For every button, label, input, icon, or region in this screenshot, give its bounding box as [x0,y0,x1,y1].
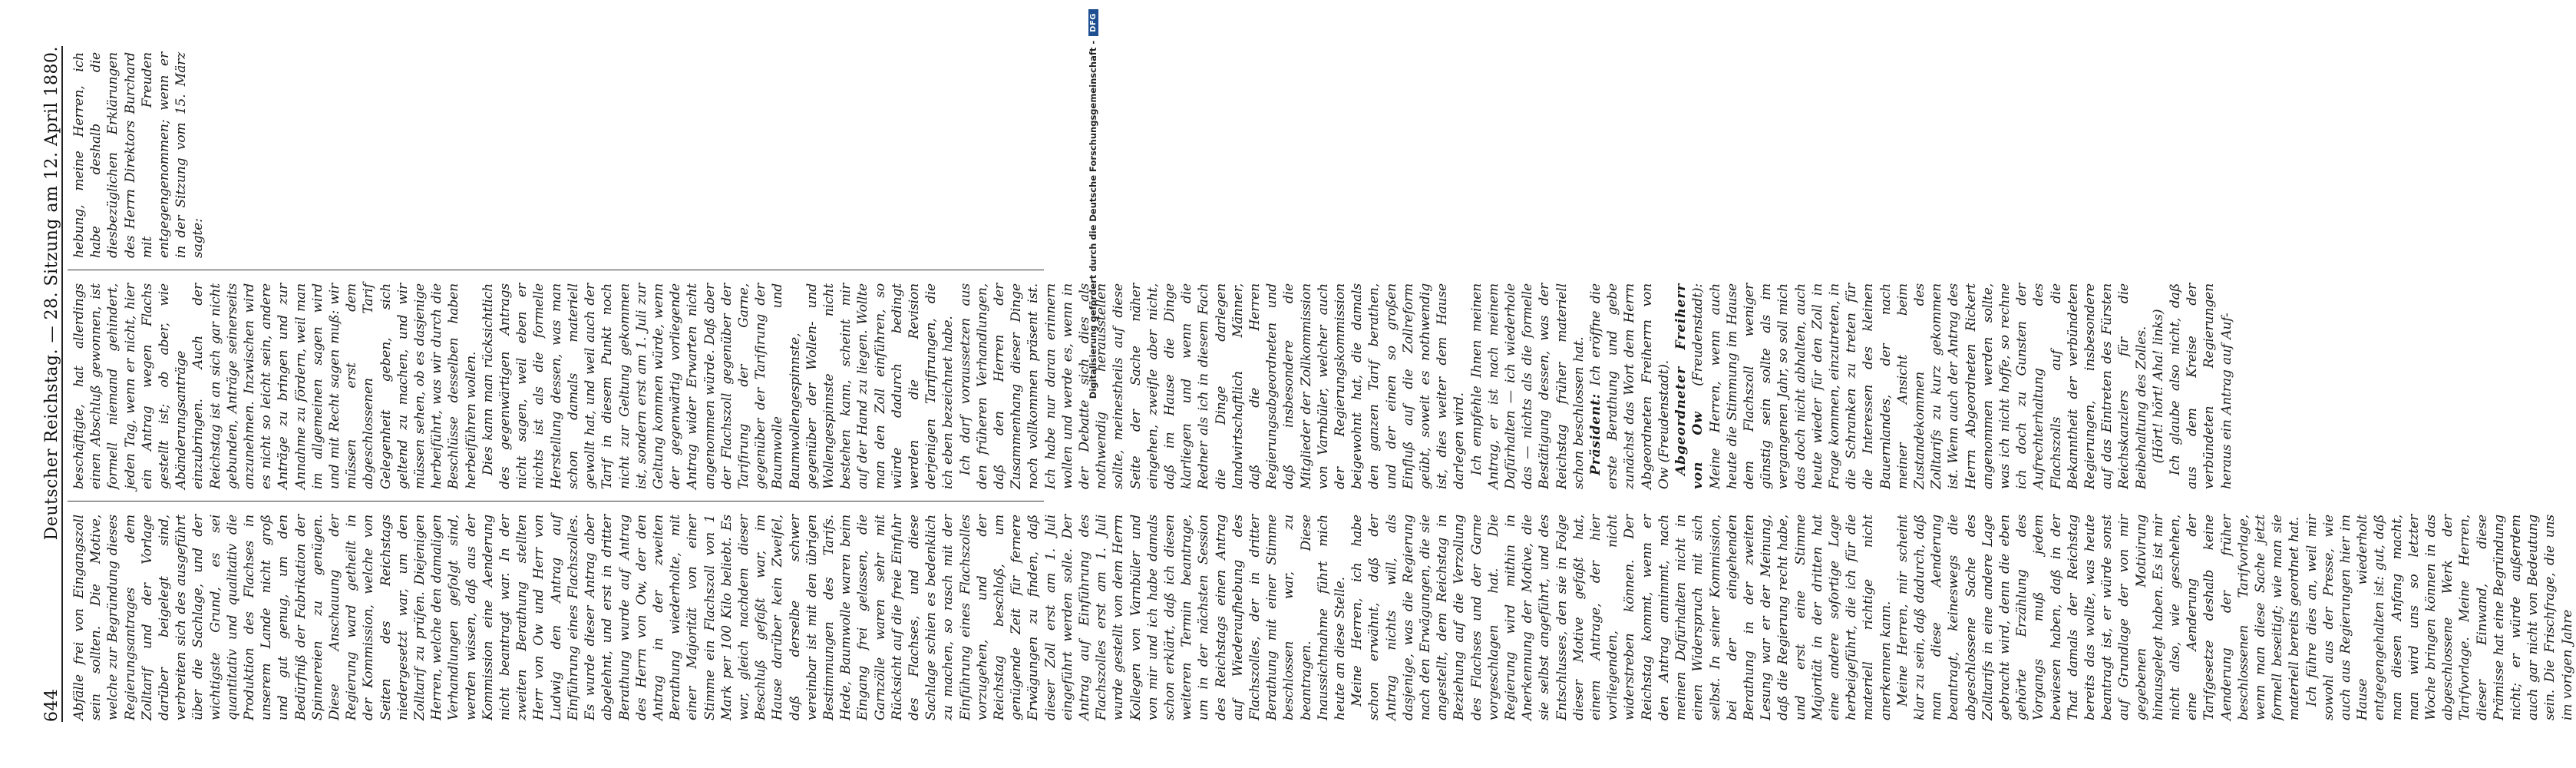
speaker-name: Abgeordneter Freiherr von Ow [1673,283,1706,489]
speaker-name: Präsident: [1588,392,1604,475]
text-column-1 [71,515,2575,720]
text-column-2 [71,283,2234,489]
paragraph: (Hört! hört! Aha! links) [2150,309,2166,464]
paragraph: Meine Herren, mir scheint klar zu sein, daß dadurch, daß man diese Aenderung beantragt, keineswegs die abgeschlossene Sache des Zolltarifs in eine andere Lage gebracht wird, denn die eben gehörte Erzählung des Vorgangs muß jedem bewiesen haben, daß in der That damals der Reichstag bereits das wollte, was heute beantragt ist, er würde sonst auf Grundlage der von mir gegebenen Motivirung hinausgelegt haben. Es ist mir nicht also, wie geschehen, eine Aenderung der Tarifgesetze deshalb keine Aenderung der früher beschlossenen Tarifvorlage, wenn man diese Sache jetzt formell beseitigt; wie man sie materiell bereits geordnet hat. [1894,515,2303,720]
credit-text: Digitalisierung gefördert durch die Deutsche Forschungsgemeinschaft - [1088,40,1098,399]
paragraph: Dies kann man rücksichtlich des gegenwärtigen Antrags nicht sagen, weil eben er nichts ist als die formelle Herstellung dessen, was man schon damals materiell gewollt hat, und weil auch der Tarif in diesem Punkt noch nicht zur Geltung gekommen ist, sondern erst am 1. Juli zur Geltung kommen würde, wenn der gegenwärtig vorliegende Antrag wider Erwarten nicht angenommen würde. Daß aber der Flachszoll gegenüber der Tarifirung der Garne, gegenüber der Tarifirung der Baumwolle und Baumwollengespinnste, gegenüber der Wollen- und Wollengespinnste nicht bestehen kann, scheint mir auf der Hand zu liegen. Wollte man den Zoll einführen, so würde dadurch bedingt werden die Revision derjenigen Tarifirungen, die ich eben bezeichnet habe. [480,283,956,489]
paragraph: Präsident: Ich eröffne die erste Berathung und gebe zunächst das Wort dem Herrn Abgeordneten Freiherrn von Ow (Freudenstadt). [1588,283,1672,489]
dfg-logo: DFG [1088,9,1098,36]
paragraph: beschäftigte, hat allerdings einen Abschluß gewonnen, ist formell niemand gehindert, jeden Tag, wenn er nicht, hier ein Antrag wegen Flachs gestellt ist; ob aber, wie Abänderungsanträge einzubringen. Auch der Reichstag ist an sich gar nicht gebunden, Anträge seinerseits anzunehmen. Inzwischen wird es nicht so leicht sein, andere Anträge zu bringen und zur Annahme zu fördern, weil man im allgemeinen sagen wird und mit Recht sagen muß: wir müssen erst dem abgeschlossenen Tarif Gelegenheit geben, sich geltend zu machen, und wir müssen sehen, ob es dasjenige herbeiführt, was wir durch die Beschlüsse desselben haben herbeiführen wollen. [71,283,479,489]
column-divider [68,501,1044,502]
paragraph: Ich empfehle Ihnen meinen Antrag, er ist nach meinem Dafürhalten — ich wiederhole das — nichts als die formelle Bestätigung dessen, was der Reichstag früher materiell schon beschlossen hat. [1468,283,1587,489]
page-number: 644 [42,688,61,722]
paragraph: Meine Herren, ich habe schon erwähnt, daß der Antrag nichts will, als dasjenige, was die Regierung nach den Erwägungen, die sie angestellt, dem Reichstag in Beziehung auf die Verzollung des Flachses und der Garne vorgeschlagen hat. Die Regierung wird mithin in Anerkennung der Motive, die sie selbst angeführt, und des Entschlusses, den sie in Folge dieser Motive gefaßt hat, einem Antrage, der hier vorliegenden, nicht widerstreben können. Der Reichstag kommt, wenn er den Antrag annimmt, nach meinen Dafürhalten nicht in einen Widerspruch mit sich selbst. In seiner Kommission, bei der eingehenden Berathung in der zweiten Lesung war er der Meinung, daß die Regierung recht habe, und erst eine Stimme Majorität in der dritten hat eine andere sofortige Lage herbeigeführt, die ich für die materiell richtige nicht anerkennen kann. [1349,515,1894,720]
page-header [35,46,63,722]
paragraph: Ich führe dies an, weil mir sowohl aus der Presse, wie auch aus Regierungen hier im Hause wiederholt entgegengehalten ist: gut, daß man diesen Anfang macht, man wird uns so letzter Woche bringen können in das abgeschlossene Werk der Tarifvorlage. Meine Herren, dieser Einwand, diese Prämisse hat eine Begründung nicht; er würde außerdem auch gar nicht von Bedeutung sein. Die Frischfrage, die uns im vorigen Jahre [2304,515,2575,720]
paragraph: Abfälle frei von Eingangszoll sein sollten. Die Motive, welche zur Begründung dieses Regierungsantrages dem Zolltarif und der Vorlage darüber beigelegt sind, verbreiten sich des ausgeführt über die Sachlage, und der wichtigste Grund, es sei quantitativ und qualitativ die Produktion des Flachses in unserem Lande nicht groß und gut genug, um den Bedürfniß der Fabrikation der Spinnereien zu genügen. Diese Anschauung der Regierung ward getheilt in der Kommission, welche von Seiten des Reichstags niedergesetzt war, um den Zolltarif zu prüfen. Diejenigen Herren, welche den damaligen Verhandlungen gefolgt sind, werden wissen, daß aus der Kommission eine Aenderung nicht beantragt war. In der zweiten Berathung stellten Herr von Ow und Herr von Ludwig den Antrag auf Einführung eines Flachszolles. Es wurde dieser Antrag aber abgelehnt, und erst in dritter Berathung wurde auf Antrag des Herrn von Ow, der den Antrag in der zweiten Berathung wiederholte, mit einer Majorität von einer Stimme ein Flachszoll von 1 Mark per 100 Kilo beliebt. Es war, gleich nachdem dieser Beschluß gefaßt war, im Hause darüber kein Zweifel, daß derselbe schwer vereinbar ist mit den übrigen Bestimmungen des Tarifs. Hede, Baumwolle waren beim Eingang frei gelassen, die Garnzölle waren sehr mit Rücksicht auf die freie Einfuhr des Flachses, und diese Sachlage schien es bedenklich zu machen, so rasch mit der Einführung eines Flachszolles vorzugehen, und der Reichstag beschloß, um genügende Zeit für fernere Erwägungen zu finden, daß dieser Zoll erst am 1. Juli eingeführt werden solle. Der Antrag auf Einführung des Flachszolles erst am 1. Juli wurde gestellt von dem Herrn Kollegen von Varnbüler und von mir und ich habe damals schon erklärt, daß ich diesen weiteren Termin beantrage, um in der nächsten Session des Reichstags einen Antrag auf Wiederaufhebung des Flachszolles, der in dritter Berathung mit einer Stimme beschlossen war, zu beantragen. Diese Inaussichtnahme führt mich heute an diese Stelle. [71,515,1349,720]
text-column-3 [71,52,1045,258]
digitization-credit [1086,9,1101,759]
paragraph: Abgeordneter Freiherr von Ow (Freudenstadt): Meine Herren, wenn auch heute die Stimmung im Hause dem Flachszoll weniger günstig sein sollte als im vergangenen Jahr, so soll mich das doch nicht abhalten, auch heute wieder für den Zoll in Frage kommen, einzutreten, in die Schranken zu treten für die Interessen des kleinen Bauernlandes, der nach meiner Ansicht beim Zustandekommen des Zolltarifs zu kurz gekommen ist. Wenn auch der Antrag des Herrn Abgeordneten Rickert angenommen werden sollte, was ich nicht hoffe, so rechne ich doch zu Gunsten der Aufrechterhaltung des Flachszolls auf die Bekanntheit der verbündeten Regierungen, insbesondere auf das Eintreten des Fürsten Reichskanzlers für die Beibehaltung des Zolles. [1673,283,2149,489]
paragraph: hebung, meine Herren, ich habe deshalb die diesbezüglichen Erklärungen des Herrn Direktors Burchard mit Freuden entgegengenommen; wenn er in der Sitzung vom 15. März sagte: [71,52,206,258]
paragraph: Ich darf voraussetzen aus den früheren Verhandlungen, daß den Herren der Zusammenhang dieser Dinge noch vollkommen präsent ist. Ich habe nur daran erinnern wollen und werde es, wenn in der Debatte sich dies als nothwendig herausstellen sollte, meinestheils auf diese Seite der Sache näher eingehen, zweifle aber nicht, daß im Hause die Dinge klarliegen und wenn die Redner als ich in diesem Fach die Dinge darlegen landwirtschaftlich Männer, daß die Herren Regierungsabgeordneten und daß insbesondere die Mitglieder der Zollkommission von Varnbüler, welcher auch der Regierungskommission beigewohnt hat, die damals den ganzen Tarif berathen, und der einen so großen Einfluß auf die Zollreform geübt, soweit es nothwendig ist, dies weiter dem Hause darlegen wird. [957,283,1468,489]
page-title: Deutscher Reichstag. — 28. Sitzung am 12. April 1880. [42,46,61,541]
paragraph: Ich glaube also nicht, daß aus dem Kreise der verbündeten Regierungen heraus ein Antrag auf Auf- [2167,283,2234,489]
